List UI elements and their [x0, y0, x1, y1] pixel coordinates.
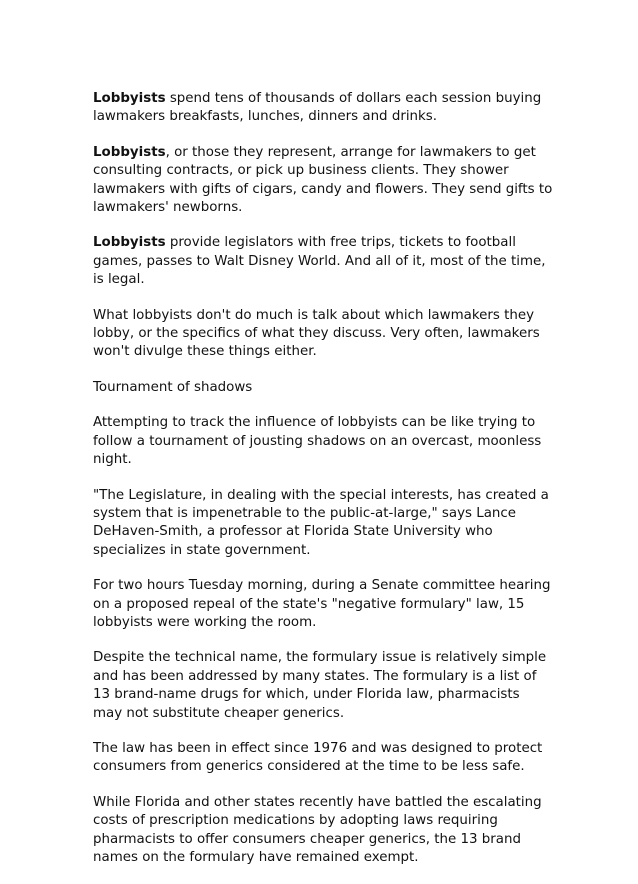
paragraph-text: provide legislators with free trips, tickets to football games, passes to Walt Disney World. And all of it, most of the time, is legal.	[93, 235, 546, 288]
paragraph-text: , or those they represent, arrange for lawmakers to get consulting contracts, or pick up business clients. They shower lawmakers with gifts of cigars, candy and flowers. They send gifts to lawmakers' newborns.	[93, 144, 553, 216]
paragraph-3	[93, 234, 553, 289]
paragraph-lead: Lobbyists	[93, 91, 166, 106]
subheading: Tournament of shadows	[93, 379, 253, 395]
paragraph-7: For two hours Tuesday morning, during a Senate committee hearing on a proposed repeal of the state's "negative formulary" law, 15 lobbyists were working the room.	[93, 578, 551, 630]
paragraph-text: What lobbyists don't do much is talk about which lawmakers they lobby, or the specifics of what they discuss. Very often, lawmakers won't divulge these things either.	[93, 307, 540, 360]
paragraph-5: Attempting to track the influence of lobbyists can be like trying to follow a tournament of jousting shadows on an overcast, moonless night.	[93, 415, 542, 468]
article-body	[93, 90, 553, 884]
paragraph-9: The law has been in effect since 1976 and was designed to protect consumers from generics considered at the time to be less safe.	[93, 740, 543, 775]
paragraph-10: While Florida and other states recently have battled the escalating costs of prescription medications by adopting laws requiring pharmacists to offer consumers cheaper generics, the 13 brand names on the formulary have remained exempt.	[93, 794, 542, 865]
paragraph-1	[93, 90, 553, 127]
paragraph-2	[93, 144, 553, 218]
paragraph-6: "The Legislature, in dealing with the special interests, has created a system that is impenetrable to the public-at-large," says Lance DeHaven-Smith, a professor at Florida State University who specializes in state government.	[93, 487, 549, 558]
paragraph-text: spend tens of thousands of dollars each session buying lawmakers breakfasts, lunches, dinners and drinks.	[93, 91, 542, 125]
paragraph-lead: Lobbyists	[93, 144, 166, 160]
paragraph-4	[93, 307, 553, 362]
paragraph-8: Despite the technical name, the formulary issue is relatively simple and has been addressed by many states. The formulary is a list of 13 brand-name drugs for which, under Florida law, pharmacists may not substitute cheaper generics.	[93, 650, 547, 721]
paragraph-lead: Lobbyists	[93, 235, 166, 251]
